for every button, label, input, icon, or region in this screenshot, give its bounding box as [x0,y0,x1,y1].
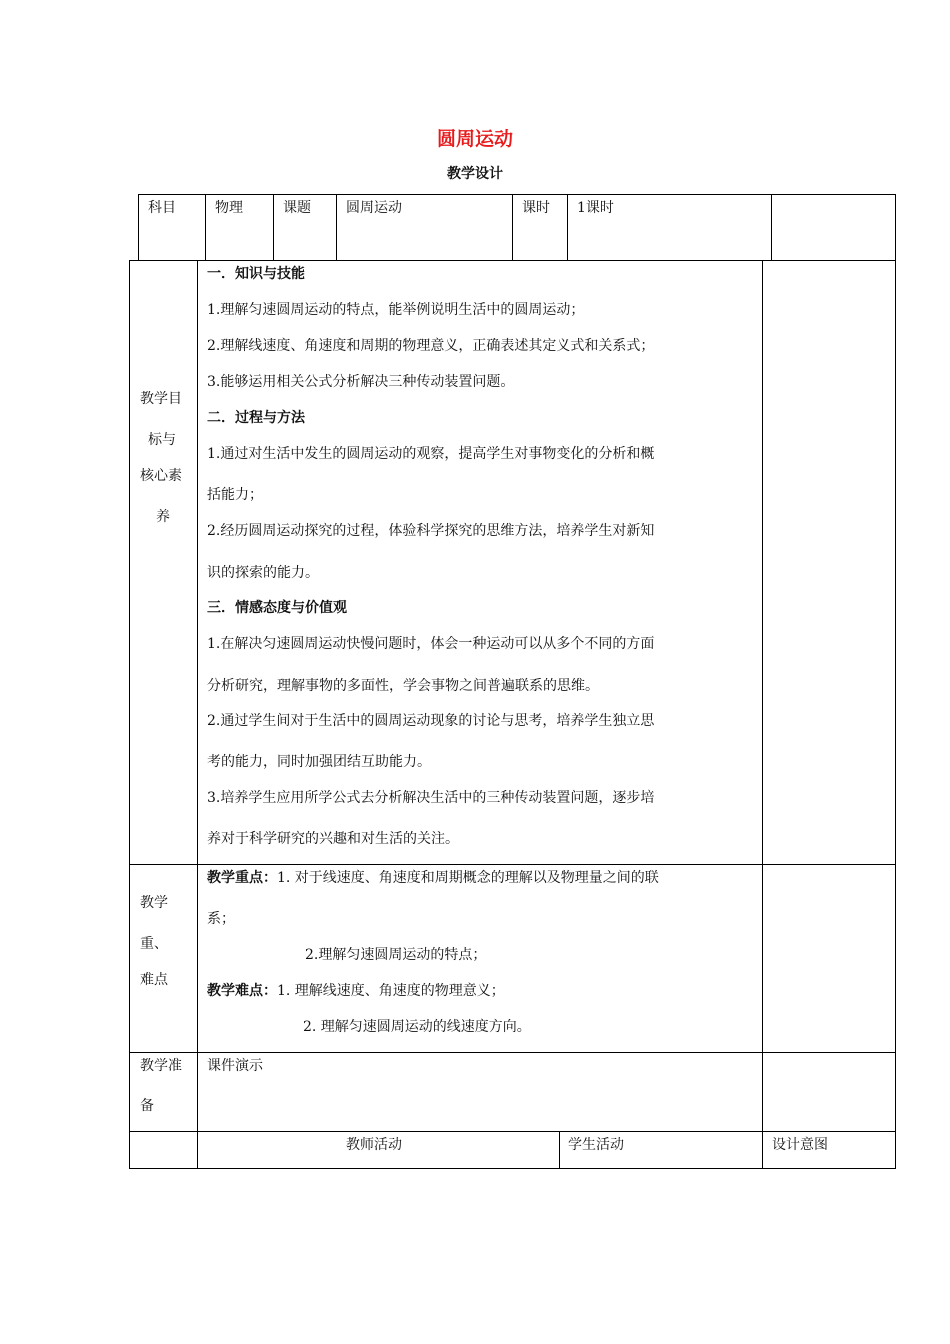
section3-line: 3.培养学生应用所学公式去分析解决生活中的三种传动装置问题，逐步培 [207,790,655,806]
keypoints-label-line2: 重、 [140,936,168,952]
section3-line: 分析研究，理解事物的多面性，学会事物之间普遍联系的思维。 [207,678,599,694]
difficult-point-line: 1. 理解线速度、角速度的物理意义； [277,983,505,999]
preparation-value: 课件演示 [207,1058,263,1074]
section2-line: 2.经历圆周运动探究的过程，体验科学探究的思维方法，培养学生对新知 [207,523,655,539]
objectives-label-line1: 教学目 [140,391,182,407]
key-point-label: 教学重点： [207,870,277,886]
difficult-point-line: 2. 理解匀速圆周运动的线速度方向。 [303,1019,531,1035]
section3-line: 1.在解决匀速圆周运动快慢问题时，体会一种运动可以从多个不同的方面 [207,636,655,652]
objectives-label-line3: 核心素 [140,468,182,484]
hours-label: 课时 [522,200,550,216]
section2-line: 识的探索的能力。 [207,565,319,581]
section1-item: 3.能够运用相关公式分析解决三种传动装置问题。 [207,374,515,390]
subject-label: 科目 [148,200,176,216]
section2-heading: 二．过程与方法 [207,410,305,426]
keypoints-label-line3: 难点 [140,972,168,988]
difficult-point-label: 教学难点： [207,983,277,999]
objectives-label-line2: 标与 [148,432,176,448]
preparation-label-line1: 教学准 [140,1058,182,1074]
topic-value: 圆周运动 [346,200,402,216]
design-intent-header: 设计意图 [772,1137,828,1153]
student-activity-header: 学生活动 [568,1137,624,1153]
subject-value: 物理 [215,200,243,216]
teacher-activity-header: 教师活动 [346,1137,402,1153]
section1-heading: 一．知识与技能 [207,266,305,282]
section1-item: 1.理解匀速圆周运动的特点，能举例说明生活中的圆周运动； [207,302,585,318]
objectives-label-line4: 养 [156,509,170,525]
section3-line: 2.通过学生间对于生活中的圆周运动现象的讨论与思考，培养学生独立思 [207,713,655,729]
section3-heading: 三．情感态度与价值观 [207,600,347,616]
section2-line: 1.通过对生活中发生的圆周运动的观察，提高学生对事物变化的分析和概 [207,446,655,462]
preparation-label-line2: 备 [140,1098,154,1114]
keypoints-label-line1: 教学 [140,895,168,911]
section3-line: 考的能力，同时加强团结互助能力。 [207,754,431,770]
section3-line: 养对于科学研究的兴趣和对生活的关注。 [207,831,459,847]
section2-line: 括能力； [207,487,263,503]
key-point-row [207,869,659,887]
difficult-point-row [207,982,505,1000]
key-point-line: 2.理解匀速圆周运动的特点； [305,947,487,963]
hours-value: 1课时 [577,200,614,216]
section1-item: 2.理解线速度、角速度和周期的物理意义，正确表述其定义式和关系式； [207,338,655,354]
topic-label: 课题 [283,200,311,216]
key-point-cont: 系； [207,911,235,927]
document-subtitle: 教学设计 [447,166,503,182]
document-title: 圆周运动 [436,128,513,150]
key-point-line: 1. 对于线速度、角速度和周期概念的理解以及物理量之间的联 [277,870,659,886]
